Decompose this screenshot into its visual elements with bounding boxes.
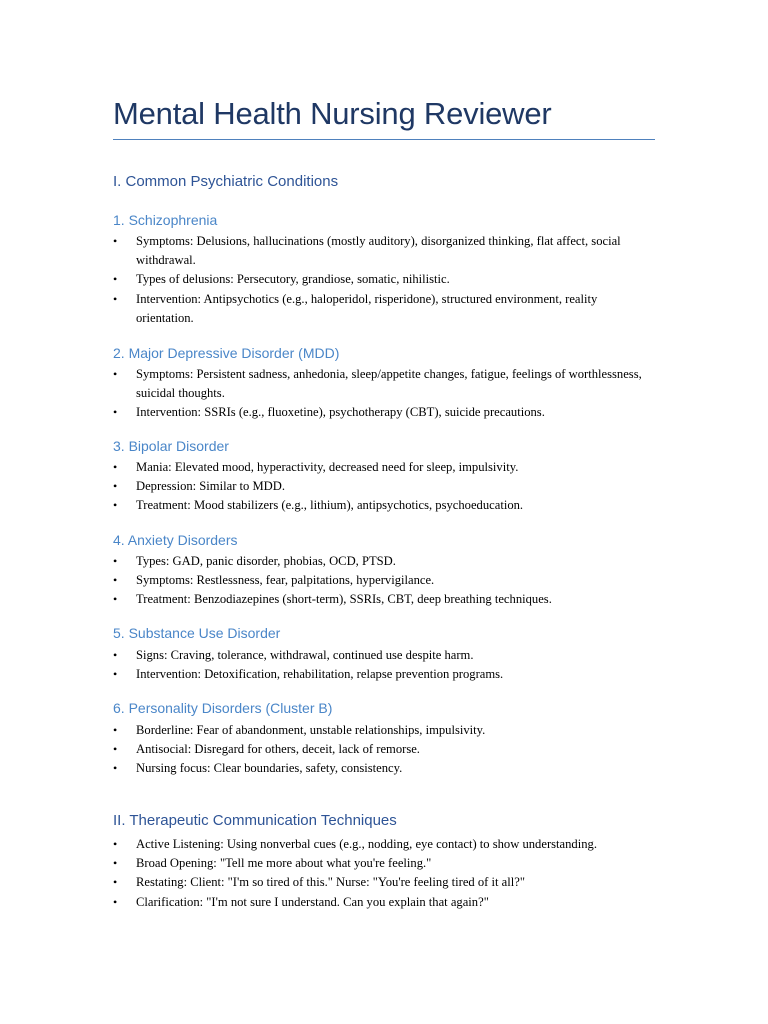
bullet-icon: • — [113, 837, 118, 851]
bullet-icon: • — [113, 723, 118, 737]
bullet-icon: • — [113, 648, 118, 662]
bullet-icon: • — [113, 592, 118, 607]
list-item: • Signs: Craving, tolerance, withdrawal, continued use despite harm. — [113, 646, 655, 665]
bullet-icon: • — [113, 667, 118, 682]
title-underline — [113, 139, 655, 140]
list-item: • Symptoms: Delusions, hallucinations (mostly auditory), disorganized thinking, flat affect, social withdrawal. — [113, 234, 621, 268]
list-item: • Clarification: "I'm not sure I understand. Can you explain that again?" — [113, 893, 655, 912]
communication-list — [113, 835, 655, 912]
bullet-icon: • — [113, 761, 118, 776]
anxiety-list — [113, 552, 655, 610]
subsection-heading-substance-use: 5. Substance Use Disorder — [113, 625, 281, 641]
list-item: • Treatment: Benzodiazepines (short-term), SSRIs, CBT, deep breathing techniques. — [113, 590, 655, 609]
subsection-heading-schizophrenia: 1. Schizophrenia — [113, 212, 218, 228]
bullet-icon: • — [113, 894, 118, 909]
bullet-icon: • — [113, 367, 118, 381]
list-item: • Intervention: SSRIs (e.g., fluoxetine), psychotherapy (CBT), suicide precautions. — [113, 403, 655, 422]
bullet-icon: • — [113, 875, 118, 890]
bullet-icon: • — [113, 498, 118, 513]
list-item: • Nursing focus: Clear boundaries, safety, consistency. — [113, 759, 655, 778]
list-item: • Types of delusions: Persecutory, grandiose, somatic, nihilistic. — [113, 270, 655, 289]
mdd-list — [113, 365, 655, 423]
document-title: Mental Health Nursing Reviewer — [113, 96, 552, 131]
list-item: • Mania: Elevated mood, hyperactivity, decreased need for sleep, impulsivity. — [113, 458, 655, 477]
list-item: • Symptoms: Persistent sadness, anhedonia, sleep/appetite changes, fatigue, feelings of worthlessness, suicidal thoughts. — [113, 367, 642, 401]
section-heading-conditions: I. Common Psychiatric Conditions — [113, 173, 339, 190]
list-item: • Intervention: Antipsychotics (e.g., haloperidol, risperidone), structured environment, reality orientation. — [113, 291, 598, 325]
bipolar-list — [113, 458, 655, 516]
subsection-heading-mdd: 2. Major Depressive Disorder (MDD) — [113, 345, 340, 361]
bullet-icon: • — [113, 234, 118, 248]
list-item: • Broad Opening: "Tell me more about what you're feeling." — [113, 854, 655, 873]
subsection-heading-bipolar: 3. Bipolar Disorder — [113, 438, 229, 454]
list-item: • Active Listening: Using nonverbal cues (e.g., nodding, eye contact) to show understanding. — [113, 835, 655, 854]
personality-list — [113, 721, 655, 779]
bullet-icon: • — [113, 742, 118, 757]
substance-use-list — [113, 646, 655, 684]
bullet-icon: • — [113, 856, 118, 871]
bullet-icon: • — [113, 554, 118, 568]
list-item: • Depression: Similar to MDD. — [113, 477, 655, 496]
list-item: • Antisocial: Disregard for others, deceit, lack of remorse. — [113, 740, 655, 759]
list-item: • Intervention: Detoxification, rehabilitation, relapse prevention programs. — [113, 665, 655, 684]
schizophrenia-list — [113, 232, 655, 328]
section-heading-communication: II. Therapeutic Communication Techniques — [113, 812, 397, 829]
list-item: • Types: GAD, panic disorder, phobias, OCD, PTSD. — [113, 552, 655, 571]
bullet-icon: • — [113, 479, 118, 494]
list-item: • Treatment: Mood stabilizers (e.g., lithium), antipsychotics, psychoeducation. — [113, 496, 655, 515]
bullet-icon: • — [113, 460, 118, 474]
bullet-icon: • — [113, 272, 118, 287]
bullet-icon: • — [113, 573, 118, 588]
subsection-heading-anxiety: 4. Anxiety Disorders — [113, 532, 238, 548]
subsection-heading-personality: 6. Personality Disorders (Cluster B) — [113, 700, 333, 716]
list-item: • Symptoms: Restlessness, fear, palpitations, hypervigilance. — [113, 571, 655, 590]
bullet-icon: • — [113, 405, 118, 420]
bullet-icon: • — [113, 291, 118, 306]
list-item: • Restating: Client: "I'm so tired of this." Nurse: "You're feeling tired of it all?" — [113, 873, 655, 892]
list-item: • Borderline: Fear of abandonment, unstable relationships, impulsivity. — [113, 721, 655, 740]
